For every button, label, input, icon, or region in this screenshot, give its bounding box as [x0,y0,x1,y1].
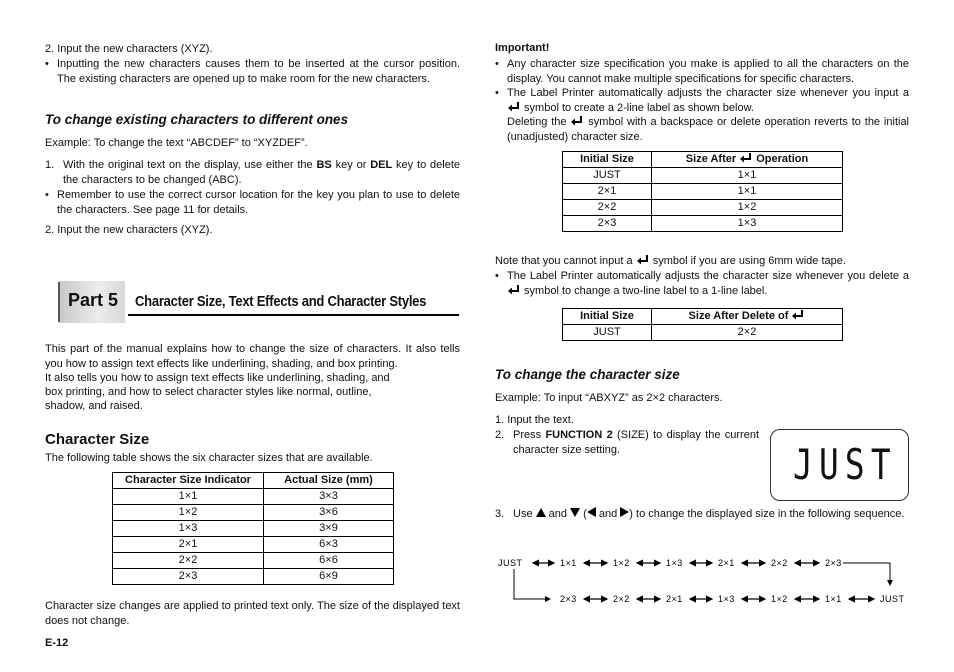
heading-change-size: To change the character size [495,367,680,382]
return-symbol-icon [739,152,753,163]
down-arrow-icon [570,508,580,517]
bullet-delete-text [507,269,909,298]
bullet-auto-adjust-text [507,86,909,144]
table-row [113,505,394,521]
sequence-connector-right [843,563,890,585]
part-label-edge [58,282,60,322]
step-1-input-text: 1. Input the text. [495,414,574,426]
step-2-number: 2. [495,429,505,441]
table-header: Character Size Indicator [113,473,264,489]
part-label: Part 5 [68,290,119,310]
important-label: Important! [495,42,550,54]
step3-post: ) to change the displayed size in the following sequence. [629,508,905,520]
bullet-auto-adjust [495,86,909,144]
step3-paren: ( [580,508,587,520]
table-cell: 6×3 [264,537,394,553]
table-cell: 1×2 [113,505,264,521]
step-1-delete [45,158,460,187]
step3-and1: and [545,508,571,520]
table-row [563,325,843,341]
table-cell: 3×3 [264,489,394,505]
table-cell: 3×9 [264,521,394,537]
step-2-input-new: 2. Input the new characters (XYZ). [45,43,213,55]
sequence-bottom-label: 2×2 [613,594,630,604]
bullet-insert [45,57,460,86]
return-symbol-icon [636,254,650,265]
h2-pre: Size After [685,153,740,165]
h2-text: Size After Delete of [688,310,792,322]
sequence-bottom-label: JUST [880,594,905,604]
table-cell: 1×3 [652,216,843,232]
up-arrow-icon [536,508,546,517]
lcd-display [770,429,909,501]
bullet-dot: • [495,58,499,70]
table-header-row [563,152,843,168]
table-cell: 1×3 [113,521,264,537]
table-header: Initial Size [563,152,652,168]
bullet-dot: • [495,87,499,99]
del-post: symbol to change a two-line label to a 1-line label. [521,284,768,297]
bullet-cursor-text: Remember to use the correct cursor location for the key you plan to use to delete the characters. See page 11 for details. [57,189,460,216]
sequence-top-label: 1×2 [613,558,630,568]
step-3-use-arrows [495,507,909,522]
sequence-top-label: 2×3 [825,558,842,568]
table-cell: 2×3 [113,569,264,585]
step3-pre: Use [513,508,536,520]
sequence-top-label: 2×2 [771,558,788,568]
bullet-dot: • [45,58,49,70]
step-1-pre: With the original text on the display, use either the [63,159,317,171]
sequence-top-row [498,558,842,568]
step-3-text [513,507,909,522]
del-key: DEL [370,159,393,171]
table-cell: 2×3 [563,216,652,232]
sequence-bottom-row [560,594,905,604]
intro-line-2: It also tells you how to assign text effects like underlining, shading, and [45,372,390,384]
intro-line-4: shadow, and raised. [45,400,143,412]
step2-pre: Press [513,429,546,441]
sequence-bottom-label: 1×1 [825,594,842,604]
deleting-line [507,115,909,144]
example-change: Example: To change the text “ABCDEF” to “XYZDEF”. [45,137,308,149]
table-cell: 2×2 [652,325,843,341]
intro-paragraph: This part of the manual explains how to change the size of characters. It also tells you how to assign text effects like underlining, shading, and box printing. [45,343,460,370]
size-sequence-diagram [490,550,920,610]
note-6mm [495,254,909,269]
table-row [113,489,394,505]
sequence-bottom-label: 2×3 [560,594,577,604]
size-note: Character size changes are applied to printed text only. The size of the displayed text does not change. [45,600,460,627]
table-header-row [563,309,843,325]
table-after-operation [562,151,843,232]
step3-and2: and [595,508,621,520]
table-cell: 1×2 [652,200,843,216]
return-symbol-icon [507,101,521,112]
intro-line-3: box printing, and how to select character styles like normal, outline, [45,386,372,398]
step-1-text [63,158,460,187]
return-symbol-icon [570,115,584,126]
bullet-any-size-text: Any character size specification you make is applied to all the characters on the display. You cannot make multiple specifications for specific characters. [507,58,909,85]
bullet-any-size [495,57,909,86]
deleting-pre: Deleting the [507,116,571,128]
right-arrow-icon [620,507,629,517]
auto-pre: The Label Printer automatically adjusts the character size whenever you input a [507,87,909,99]
note-pre: Note that you cannot input a [495,255,636,267]
step-2-function [495,428,759,457]
return-symbol-icon [507,284,521,295]
table-row [113,569,394,585]
step-1-mid: key or [331,159,371,171]
sequence-bottom-label: 2×1 [666,594,683,604]
step-1-number: 1. [45,159,55,171]
step-3-number: 3. [495,508,505,520]
del-pre: The Label Printer automatically adjusts the character size whenever you delete a [507,270,909,282]
bullet-cursor [45,188,460,217]
table-cell: 2×1 [563,184,652,200]
bullet-delete-adjust [495,269,909,298]
table-header: Initial Size [563,309,652,325]
table-row [113,521,394,537]
table-cell: 1×1 [652,168,843,184]
table-row [113,537,394,553]
table-cell: JUST [563,168,652,184]
heading-change-existing: To change existing characters to different ones [45,112,349,127]
sequence-top-label: 1×1 [560,558,577,568]
table-row [563,184,843,200]
deleting-post: symbol with a backspace or delete operation reverts to the initial (unadjusted) character size. [507,116,910,143]
table-cell: 1×1 [113,489,264,505]
size-description: The following table shows the six character sizes that are available. [45,452,373,464]
return-symbol-icon [791,309,805,320]
table-cell: 2×1 [113,537,264,553]
table-header-row [113,473,394,489]
page-number: E-12 [45,637,69,649]
part-title-underline [128,314,459,316]
table-cell: 3×6 [264,505,394,521]
sequence-bottom-label: 1×2 [771,594,788,604]
h2-post: Operation [753,153,809,165]
step-1-post: key to delete the characters to be changed (ABC). [63,159,460,186]
sequence-top-label: JUST [498,558,523,568]
table-row [563,200,843,216]
lcd-text: JUST [793,440,897,489]
example-size: Example: To input “ABXYZ” as 2×2 characters. [495,392,723,404]
table-row [563,216,843,232]
table-header [652,152,843,168]
table-cell: JUST [563,325,652,341]
function-2-key: FUNCTION 2 [545,429,613,441]
table-cell: 2×2 [113,553,264,569]
sequence-connector-left [514,569,550,599]
table-cell: 6×9 [264,569,394,585]
table-row [113,553,394,569]
table-after-delete [562,308,843,341]
table-header [652,309,843,325]
step-2-input-new-b: 2. Input the new characters (XYZ). [45,224,213,236]
size-table [112,472,394,585]
note-post: symbol if you are using 6mm wide tape. [649,255,846,267]
bullet-dot: • [45,189,49,201]
part-title: Character Size, Text Effects and Character Styles [135,294,427,310]
table-cell: 1×1 [652,184,843,200]
step-2-text [513,428,759,457]
left-arrow-icon [587,507,596,517]
sequence-top-label: 2×1 [718,558,735,568]
table-header: Actual Size (mm) [264,473,394,489]
table-row [563,168,843,184]
bs-key: BS [316,159,332,171]
table-cell: 2×2 [563,200,652,216]
sequence-top-label: 1×3 [666,558,683,568]
bullet-insert-text: Inputting the new characters causes them to be inserted at the cursor position. The existing characters are opened up to make room for the new characters. [57,58,460,85]
step2-post: (SIZE) to display the current character size setting. [513,429,759,456]
table-cell: 6×6 [264,553,394,569]
sequence-bottom-label: 1×3 [718,594,735,604]
auto-post: symbol to create a 2-line label as shown below. [521,101,754,114]
heading-character-size: Character Size [45,431,150,448]
bullet-dot: • [495,270,499,282]
